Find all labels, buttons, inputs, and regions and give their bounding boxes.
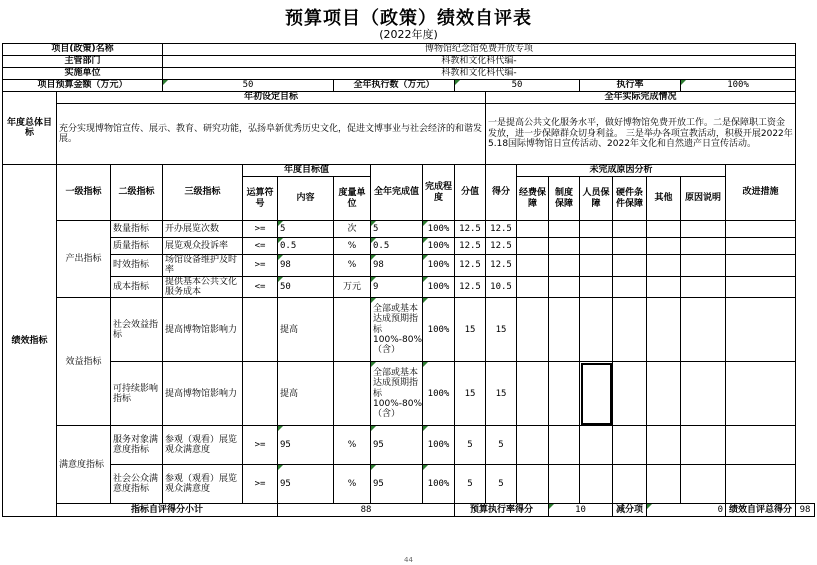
actual-cell[interactable]: 全部或基本达成预期指标100%-80%（含） bbox=[371, 298, 423, 362]
reason-cell[interactable] bbox=[681, 255, 726, 277]
improve-cell[interactable] bbox=[726, 221, 796, 238]
staff-cell[interactable] bbox=[580, 426, 613, 465]
other-cell[interactable] bbox=[647, 465, 681, 504]
deduct-label: 减分项 bbox=[613, 504, 647, 517]
hardware-cell[interactable] bbox=[613, 238, 647, 255]
header-hardware: 硬件条件保障 bbox=[613, 177, 647, 221]
improve-cell[interactable] bbox=[726, 362, 796, 426]
staff-cell[interactable] bbox=[580, 276, 613, 298]
header-degree: 完成程度 bbox=[423, 165, 455, 221]
funds-cell[interactable] bbox=[517, 298, 549, 362]
reason-cell[interactable] bbox=[681, 426, 726, 465]
system-cell[interactable] bbox=[549, 426, 580, 465]
system-cell[interactable] bbox=[549, 362, 580, 426]
funds-cell[interactable] bbox=[517, 362, 549, 426]
subtotal-value[interactable]: 88 bbox=[278, 504, 455, 517]
total-value[interactable]: 98 bbox=[796, 504, 815, 517]
dept-label: 主管部门 bbox=[3, 56, 163, 68]
header-actual: 全年完成值 bbox=[371, 165, 423, 221]
other-cell[interactable] bbox=[647, 221, 681, 238]
funds-cell[interactable] bbox=[517, 276, 549, 298]
funds-cell[interactable] bbox=[517, 221, 549, 238]
level2-cell[interactable]: 社会效益指标 bbox=[111, 298, 163, 362]
actual-cell[interactable]: 98 bbox=[371, 255, 423, 277]
degree-cell[interactable]: 100% bbox=[423, 362, 455, 426]
score-cell[interactable]: 15 bbox=[486, 362, 517, 426]
content-cell[interactable]: 5 bbox=[278, 221, 334, 238]
unit-cell[interactable] bbox=[334, 362, 371, 426]
degree-cell[interactable]: 100% bbox=[423, 238, 455, 255]
header-score: 得分 bbox=[486, 165, 517, 221]
funds-cell[interactable] bbox=[517, 426, 549, 465]
actual-cell[interactable]: 95 bbox=[371, 465, 423, 504]
level3-cell[interactable]: 开办展览次数 bbox=[163, 221, 243, 238]
content-cell[interactable]: 0.5 bbox=[278, 238, 334, 255]
score-cell[interactable]: 12.5 bbox=[486, 238, 517, 255]
content-cell[interactable]: 50 bbox=[278, 276, 334, 298]
header-system: 制度保障 bbox=[549, 177, 580, 221]
score-cell[interactable]: 5 bbox=[486, 426, 517, 465]
staff-cell[interactable] bbox=[580, 255, 613, 277]
degree-cell[interactable]: 100% bbox=[423, 426, 455, 465]
level2-cell[interactable]: 社会公众满意度指标 bbox=[111, 465, 163, 504]
value-cell[interactable]: 12.5 bbox=[455, 238, 486, 255]
degree-cell[interactable]: 100% bbox=[423, 276, 455, 298]
operator-cell[interactable] bbox=[243, 362, 278, 426]
subtotal-label: 指标自评得分小计 bbox=[57, 504, 278, 517]
hardware-cell[interactable] bbox=[613, 362, 647, 426]
system-cell[interactable] bbox=[549, 465, 580, 504]
content-cell[interactable]: 95 bbox=[278, 465, 334, 504]
header-level3: 三级指标 bbox=[163, 165, 243, 221]
actual-cell[interactable]: 5 bbox=[371, 221, 423, 238]
header-level2: 二级指标 bbox=[111, 165, 163, 221]
unit-cell[interactable]: % bbox=[334, 465, 371, 504]
actual-cell[interactable]: 全部或基本达成预期指标100%-80%（含） bbox=[371, 362, 423, 426]
level2-cell[interactable]: 质量指标 bbox=[111, 238, 163, 255]
header-reason: 原因说明 bbox=[681, 177, 726, 221]
level1-satisfaction: 满意度指标 bbox=[57, 426, 111, 504]
header-unit: 度量单位 bbox=[334, 177, 371, 221]
header-other: 其他 bbox=[647, 177, 681, 221]
rate-value[interactable]: 100% bbox=[681, 80, 796, 92]
level1-output: 产出指标 bbox=[57, 221, 111, 298]
header-score-value: 分值 bbox=[455, 165, 486, 221]
budget-score-value[interactable]: 10 bbox=[549, 504, 613, 517]
level3-cell[interactable]: 场馆设备维护及时率 bbox=[163, 255, 243, 277]
hardware-cell[interactable] bbox=[613, 221, 647, 238]
level3-cell[interactable]: 提供基本公共文化服务成本 bbox=[163, 276, 243, 298]
header-improve: 改进措施 bbox=[726, 165, 796, 221]
degree-cell[interactable]: 100% bbox=[423, 298, 455, 362]
hardware-cell[interactable] bbox=[613, 255, 647, 277]
operator-cell[interactable]: >= bbox=[243, 465, 278, 504]
budget-label: 项目预算金额（万元） bbox=[3, 80, 163, 92]
improve-cell[interactable] bbox=[726, 276, 796, 298]
improve-cell[interactable] bbox=[726, 238, 796, 255]
level2-cell[interactable]: 可持续影响指标 bbox=[111, 362, 163, 426]
page-subtitle-year: (2022年度) bbox=[379, 28, 438, 41]
degree-cell[interactable]: 100% bbox=[423, 255, 455, 277]
improve-cell[interactable] bbox=[726, 465, 796, 504]
funds-cell[interactable] bbox=[517, 465, 549, 504]
staff-cell[interactable] bbox=[580, 465, 613, 504]
staff-cell[interactable] bbox=[580, 298, 613, 362]
header-operator: 运算符号 bbox=[243, 177, 278, 221]
header-annual-target: 年度目标值 bbox=[243, 165, 371, 177]
level3-cell[interactable]: 参观（观看）展览观众满意度 bbox=[163, 465, 243, 504]
score-cell[interactable]: 12.5 bbox=[486, 221, 517, 238]
staff-cell[interactable] bbox=[580, 221, 613, 238]
system-cell[interactable] bbox=[549, 255, 580, 277]
plan-goal-text[interactable]: 充分实现博物馆宣传、展示、教育、研究功能，弘扬阜新优秀历史文化，促进文博事业与社会经济的和谐发展。 bbox=[57, 104, 486, 165]
operator-cell[interactable]: <= bbox=[243, 238, 278, 255]
level2-cell[interactable]: 服务对象满意度指标 bbox=[111, 426, 163, 465]
other-cell[interactable] bbox=[647, 426, 681, 465]
plan-goal-header: 年初设定目标 bbox=[57, 92, 486, 104]
value-cell[interactable]: 5 bbox=[455, 426, 486, 465]
reason-cell[interactable] bbox=[681, 238, 726, 255]
content-cell[interactable]: 98 bbox=[278, 255, 334, 277]
header-unfinished: 未完成原因分析 bbox=[517, 165, 726, 177]
other-cell[interactable] bbox=[647, 238, 681, 255]
hardware-cell[interactable] bbox=[613, 276, 647, 298]
content-cell[interactable]: 提高 bbox=[278, 298, 334, 362]
degree-cell[interactable]: 100% bbox=[423, 221, 455, 238]
reason-cell[interactable] bbox=[681, 362, 726, 426]
level2-cell[interactable]: 成本指标 bbox=[111, 276, 163, 298]
actual-goal-text[interactable]: 一是提高公共文化服务水平，做好博物馆免费开放工作。二是保障职工资金发放，进一步保障群众切身利益。 三是举办各项宣教活动，积极开展2022年5.18国际博物馆日宣传活动、2022年文化和自然遗产日宣传活动。 bbox=[486, 104, 796, 165]
value-cell[interactable]: 15 bbox=[455, 362, 486, 426]
project-name-value[interactable]: 博物馆纪念馆免费开放专项 bbox=[163, 44, 796, 56]
dept-value[interactable]: 科教和文化科代编- bbox=[163, 56, 796, 68]
content-cell[interactable]: 95 bbox=[278, 426, 334, 465]
funds-cell[interactable] bbox=[517, 255, 549, 277]
header-funds: 经费保障 bbox=[517, 177, 549, 221]
staff-cell[interactable] bbox=[580, 238, 613, 255]
content-cell[interactable]: 提高 bbox=[278, 362, 334, 426]
rate-label: 执行率 bbox=[580, 80, 681, 92]
system-cell[interactable] bbox=[549, 298, 580, 362]
evaluation-table bbox=[2, 43, 815, 517]
deduct-value[interactable]: 0 bbox=[647, 504, 726, 517]
unit-cell[interactable]: 万元 bbox=[334, 276, 371, 298]
header-level1: 一级指标 bbox=[57, 165, 111, 221]
operator-cell[interactable]: >= bbox=[243, 221, 278, 238]
improve-cell[interactable] bbox=[726, 255, 796, 277]
score-cell[interactable]: 15 bbox=[486, 298, 517, 362]
exec-value[interactable]: 50 bbox=[455, 80, 580, 92]
unit-cell[interactable]: 次 bbox=[334, 221, 371, 238]
level3-cell[interactable]: 提高博物馆影响力 bbox=[163, 298, 243, 362]
hardware-cell[interactable] bbox=[613, 298, 647, 362]
actual-cell[interactable]: 95 bbox=[371, 426, 423, 465]
level2-cell[interactable]: 时效指标 bbox=[111, 255, 163, 277]
other-cell[interactable] bbox=[647, 255, 681, 277]
unit-cell[interactable]: % bbox=[334, 426, 371, 465]
other-cell[interactable] bbox=[647, 362, 681, 426]
budget-value[interactable]: 50 bbox=[163, 80, 334, 92]
funds-cell[interactable] bbox=[517, 238, 549, 255]
level1-benefit: 效益指标 bbox=[57, 298, 111, 426]
actual-cell[interactable]: 0.5 bbox=[371, 238, 423, 255]
value-cell[interactable]: 15 bbox=[455, 298, 486, 362]
value-cell[interactable]: 12.5 bbox=[455, 255, 486, 277]
reason-cell[interactable] bbox=[681, 465, 726, 504]
hardware-cell[interactable] bbox=[613, 426, 647, 465]
improve-cell[interactable] bbox=[726, 426, 796, 465]
other-cell[interactable] bbox=[647, 298, 681, 362]
actual-cell[interactable]: 9 bbox=[371, 276, 423, 298]
header-staff: 人员保障 bbox=[580, 177, 613, 221]
system-cell[interactable] bbox=[549, 276, 580, 298]
level3-cell[interactable]: 参观（观看）展览观众满意度 bbox=[163, 426, 243, 465]
level3-cell[interactable]: 提高博物馆影响力 bbox=[163, 362, 243, 426]
degree-cell[interactable]: 100% bbox=[423, 465, 455, 504]
improve-cell[interactable] bbox=[726, 298, 796, 362]
annual-goal-label: 年度总体目标 bbox=[3, 92, 57, 165]
operator-cell[interactable]: >= bbox=[243, 426, 278, 465]
impl-value[interactable]: 科教和文化科代编- bbox=[163, 68, 796, 80]
header-content: 内容 bbox=[278, 177, 334, 221]
total-label: 绩效自评总得分 bbox=[726, 504, 796, 517]
unit-cell[interactable] bbox=[334, 298, 371, 362]
value-cell[interactable]: 12.5 bbox=[455, 276, 486, 298]
budget-score-label: 预算执行率得分 bbox=[455, 504, 549, 517]
value-cell[interactable]: 5 bbox=[455, 465, 486, 504]
system-cell[interactable] bbox=[549, 221, 580, 238]
staff-cell-selected[interactable] bbox=[580, 362, 613, 426]
unit-cell[interactable]: % bbox=[334, 238, 371, 255]
page-title: 预算项目（政策）绩效自评表 bbox=[285, 8, 532, 29]
level3-cell[interactable]: 展览观众投诉率 bbox=[163, 238, 243, 255]
score-cell[interactable]: 12.5 bbox=[486, 255, 517, 277]
page-number: 44 bbox=[404, 556, 413, 564]
indicator-section-label: 绩效指标 bbox=[3, 165, 57, 517]
system-cell[interactable] bbox=[549, 238, 580, 255]
actual-goal-header: 全年实际完成情况 bbox=[486, 92, 796, 104]
score-cell[interactable]: 10.5 bbox=[486, 276, 517, 298]
exec-label: 全年执行数（万元） bbox=[334, 80, 455, 92]
other-cell[interactable] bbox=[647, 276, 681, 298]
reason-cell[interactable] bbox=[681, 298, 726, 362]
score-cell[interactable]: 5 bbox=[486, 465, 517, 504]
unit-cell[interactable]: % bbox=[334, 255, 371, 277]
value-cell[interactable]: 12.5 bbox=[455, 221, 486, 238]
operator-cell[interactable]: <= bbox=[243, 276, 278, 298]
impl-label: 实施单位 bbox=[3, 68, 163, 80]
reason-cell[interactable] bbox=[681, 221, 726, 238]
level2-cell[interactable]: 数量指标 bbox=[111, 221, 163, 238]
hardware-cell[interactable] bbox=[613, 465, 647, 504]
operator-cell[interactable]: >= bbox=[243, 255, 278, 277]
project-name-label: 项目(政策)名称 bbox=[3, 44, 163, 56]
reason-cell[interactable] bbox=[681, 276, 726, 298]
operator-cell[interactable] bbox=[243, 298, 278, 362]
